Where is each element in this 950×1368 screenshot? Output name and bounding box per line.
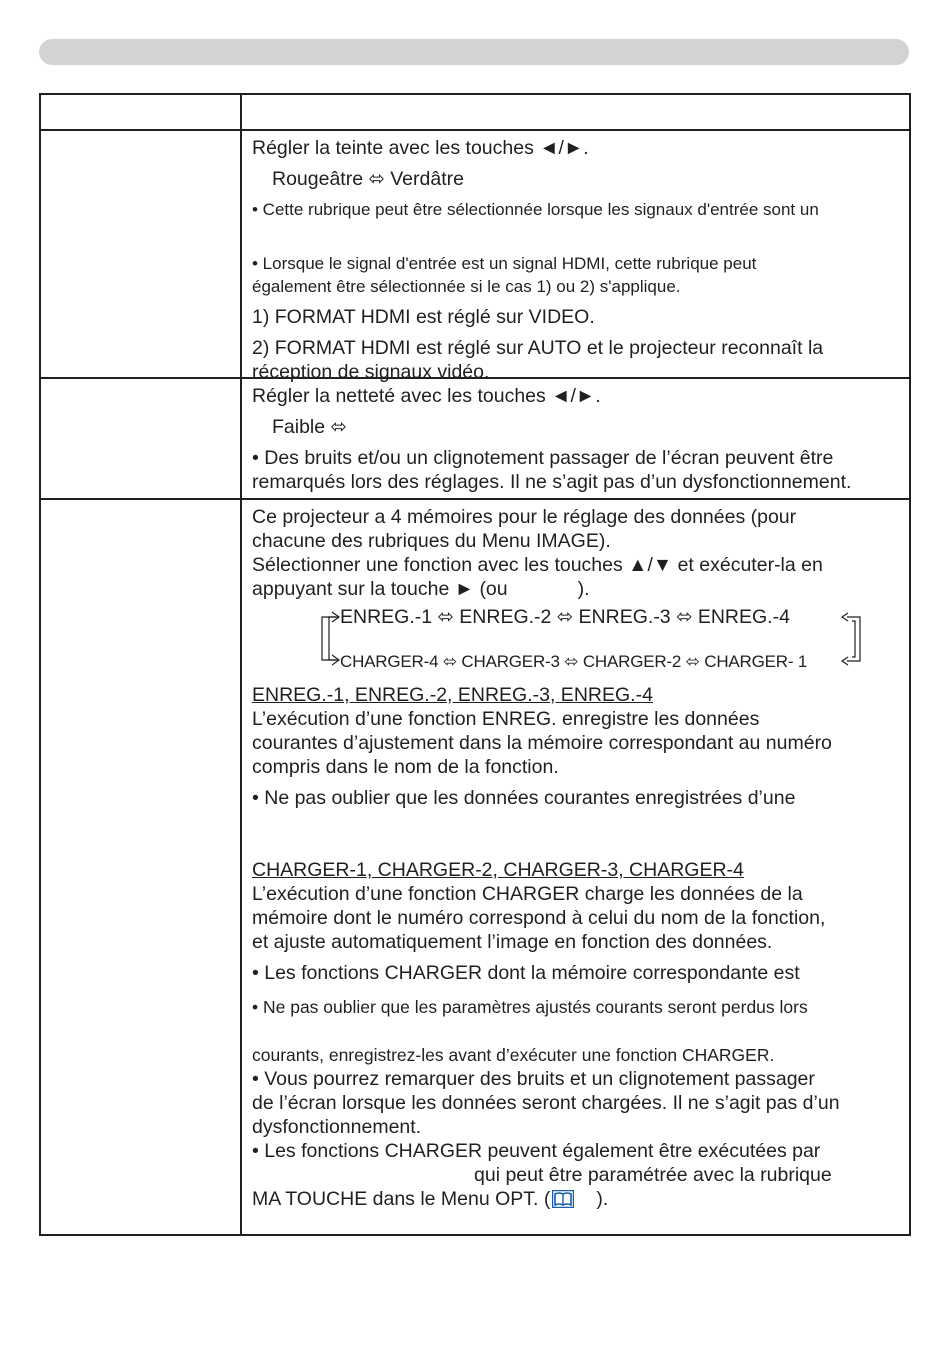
item-cell bbox=[40, 130, 241, 378]
settings-table bbox=[39, 93, 911, 1236]
load-note-4-end-text: MA TOUCHE dans le Menu OPT. ( bbox=[252, 1188, 551, 1210]
blank-line bbox=[252, 1019, 903, 1043]
description-cell bbox=[241, 378, 910, 499]
load-heading: CHARGER-1, CHARGER-2, CHARGER-3, CHARGER-4 bbox=[252, 859, 744, 881]
load-note-4-cont bbox=[252, 1163, 903, 1187]
sharpness-range: Faible ⬄ bbox=[272, 416, 347, 438]
load-note-3: • Vous pourrez remarquer des bruits et un clignotement passager bbox=[252, 1068, 815, 1090]
hue-case-2: 2) FORMAT HDMI est réglé sur AUTO et le projecteur reconnaît la bbox=[252, 337, 824, 359]
memory-select-cont bbox=[252, 577, 903, 601]
memory-select-end: ). bbox=[577, 578, 590, 600]
hue-note-2: • Lorsque le signal d'entrée est un signal HDMI, cette rubrique peut bbox=[252, 254, 757, 273]
load-cycle: CHARGER-4 ⬄ CHARGER-3 ⬄ CHARGER-2 ⬄ CHARGER- 1 bbox=[340, 652, 808, 671]
save-desc-1: L’exécution d’une fonction ENREG. enregistre les données bbox=[252, 708, 760, 730]
blank-line bbox=[252, 221, 903, 245]
load-note-4: • Les fonctions CHARGER peuvent également être exécutées par bbox=[252, 1140, 821, 1162]
memory-select: Sélectionner une fonction avec les touches ▲/▼ et exécuter-la en bbox=[252, 554, 823, 576]
memory-select-text: appuyant sur la touche ► (ou bbox=[252, 578, 508, 600]
sharpness-note-cont: remarqués lors des réglages. Il ne s’agit pas d’un dysfonctionnement. bbox=[252, 471, 852, 493]
table-row bbox=[40, 378, 910, 499]
blank-line bbox=[252, 834, 903, 858]
header-description-cell bbox=[241, 94, 910, 130]
blank-line bbox=[252, 810, 903, 834]
table-header-row bbox=[40, 94, 910, 130]
sharpness-instruction: Régler la netteté avec les touches ◄/►. bbox=[252, 385, 601, 407]
save-desc-3: compris dans le nom de la fonction. bbox=[252, 756, 559, 778]
load-note-4-close: ). bbox=[596, 1188, 609, 1210]
load-desc-2: mémoire dont le numéro correspond à celui du nom de la fonction, bbox=[252, 907, 826, 929]
table-row bbox=[40, 499, 910, 1235]
save-desc-2: courantes d’ajustement dans la mémoire correspondant au numéro bbox=[252, 732, 832, 754]
memory-intro-cont: chacune des rubriques du Menu IMAGE). bbox=[252, 530, 611, 552]
load-note-4-end bbox=[252, 1187, 903, 1211]
load-note-1: • Les fonctions CHARGER dont la mémoire correspondante est bbox=[252, 962, 800, 984]
save-note: • Ne pas oublier que les données courantes enregistrées d’une bbox=[252, 787, 796, 809]
hue-range: Rougeâtre ⬄ Verdâtre bbox=[272, 168, 464, 190]
load-note-3-cont: de l’écran lorsque les données seront chargées. Il ne s’agit pas d’un bbox=[252, 1092, 840, 1114]
load-note-3-end: dysfonctionnement. bbox=[252, 1116, 422, 1138]
memory-cycle-diagram bbox=[252, 605, 903, 679]
hue-note-2-cont: également être sélectionnée si le cas 1) ou 2) s'applique. bbox=[252, 277, 681, 296]
load-desc-1: L’exécution d’une fonction CHARGER charge les données de la bbox=[252, 883, 803, 905]
item-cell bbox=[40, 378, 241, 499]
description-cell bbox=[241, 499, 910, 1235]
book-reference-icon[interactable] bbox=[552, 1190, 574, 1208]
save-heading: ENREG.-1, ENREG.-2, ENREG.-3, ENREG.-4 bbox=[252, 684, 653, 706]
description-cell bbox=[241, 130, 910, 383]
load-note-2-cont: courants, enregistrez-les avant d’exécuter une fonction CHARGER. bbox=[252, 1045, 775, 1065]
hue-note-1: • Cette rubrique peut être sélectionnée lorsque les signaux d'entrée sont un bbox=[252, 200, 819, 219]
memory-intro: Ce projecteur a 4 mémoires pour le réglage des données (pour bbox=[252, 506, 797, 528]
load-note-4-text: qui peut être paramétrée avec la rubrique bbox=[474, 1164, 832, 1186]
save-cycle: ENREG.-1 ⬄ ENREG.-2 ⬄ ENREG.-3 ⬄ ENREG.-4 bbox=[340, 606, 790, 628]
hue-instruction: Régler la teinte avec les touches ◄/►. bbox=[252, 137, 589, 159]
load-desc-3: et ajuste automatiquement l’image en fonction des données. bbox=[252, 931, 773, 953]
table-row bbox=[40, 130, 910, 378]
sharpness-note: • Des bruits et/ou un clignotement passager de l’écran peuvent être bbox=[252, 447, 834, 469]
hue-case-1: 1) FORMAT HDMI est réglé sur VIDEO. bbox=[252, 306, 595, 328]
header-item-cell bbox=[40, 94, 241, 130]
item-cell bbox=[40, 499, 241, 1235]
section-header-bar bbox=[39, 39, 909, 65]
load-note-2: • Ne pas oublier que les paramètres ajustés courants seront perdus lors bbox=[252, 997, 808, 1017]
hue-case-2-cont: réception de signaux vidéo. bbox=[252, 361, 490, 383]
